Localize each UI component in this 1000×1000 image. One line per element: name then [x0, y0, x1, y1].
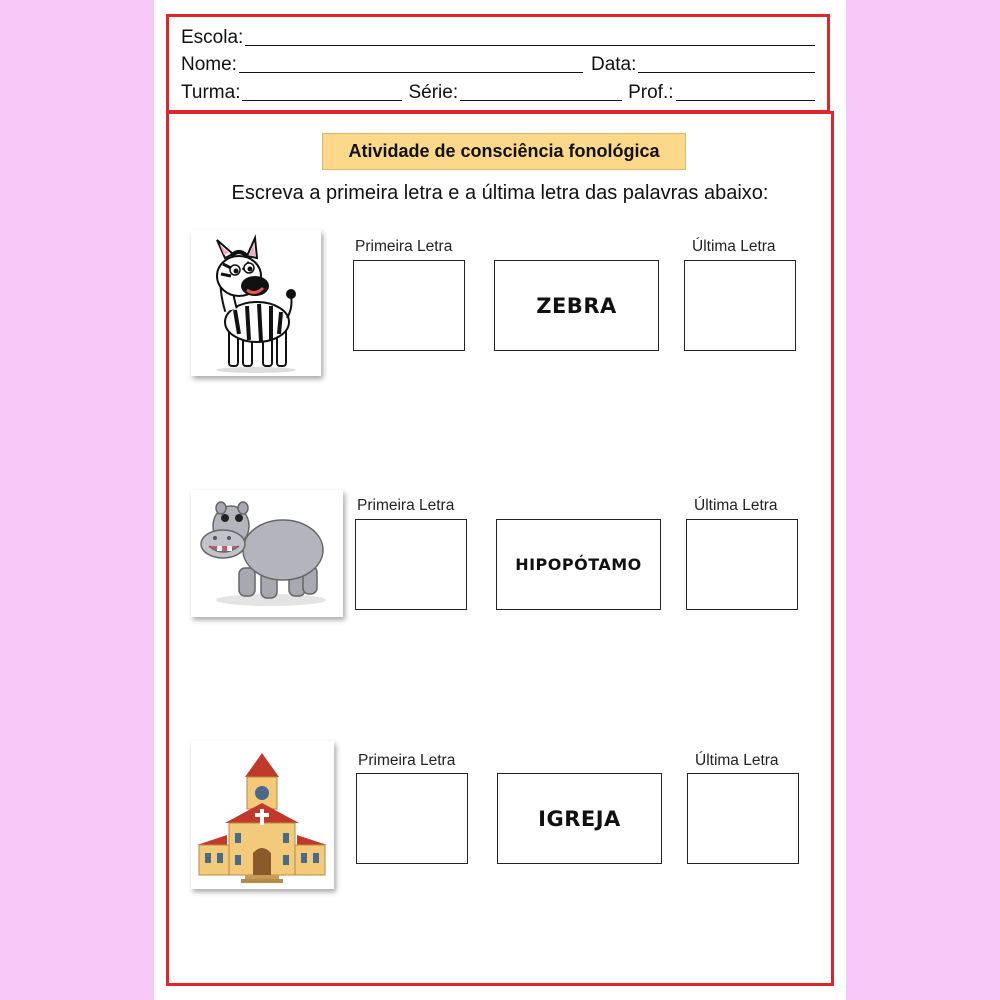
- first-letter-label: Primeira Letra: [355, 238, 453, 255]
- last-letter-label: Última Letra: [692, 238, 776, 255]
- name-date-row: [181, 52, 815, 76]
- activity-title: Atividade de consciência fonológica: [322, 133, 686, 170]
- first-letter-box[interactable]: [353, 260, 465, 351]
- name-label: Nome:: [181, 54, 237, 75]
- last-letter-box[interactable]: [684, 260, 796, 351]
- school-field[interactable]: [245, 44, 815, 46]
- zebra-icon: [191, 230, 321, 376]
- last-letter-box[interactable]: [686, 519, 798, 610]
- date-field[interactable]: [638, 71, 815, 73]
- last-letter-label: Última Letra: [695, 752, 779, 769]
- word-card: IGREJA: [497, 773, 662, 864]
- name-field[interactable]: [239, 71, 583, 73]
- school-row: [181, 25, 815, 49]
- church-icon: [191, 741, 334, 889]
- teacher-field[interactable]: [676, 99, 815, 101]
- teacher-label: Prof.:: [628, 82, 674, 103]
- first-letter-label: Primeira Letra: [357, 497, 455, 514]
- first-letter-label: Primeira Letra: [358, 752, 456, 769]
- grade-label: Série:: [408, 82, 459, 103]
- class-label: Turma:: [181, 82, 241, 103]
- grade-field[interactable]: [460, 99, 622, 101]
- activity-instruction: Escreva a primeira letra e a última letra das palavras abaixo:: [231, 182, 769, 204]
- first-letter-box[interactable]: [355, 519, 467, 610]
- class-field[interactable]: [242, 99, 402, 101]
- date-label: Data:: [590, 54, 637, 75]
- class-row: [181, 80, 815, 104]
- last-letter-box[interactable]: [687, 773, 799, 864]
- last-letter-label: Última Letra: [694, 497, 778, 514]
- word-card: HIPOPÓTAMO: [496, 519, 661, 610]
- word-card: ZEBRA: [494, 260, 659, 351]
- hippo-icon: [191, 490, 343, 617]
- first-letter-box[interactable]: [356, 773, 468, 864]
- school-label: Escola:: [181, 27, 244, 48]
- header-section: [166, 14, 830, 113]
